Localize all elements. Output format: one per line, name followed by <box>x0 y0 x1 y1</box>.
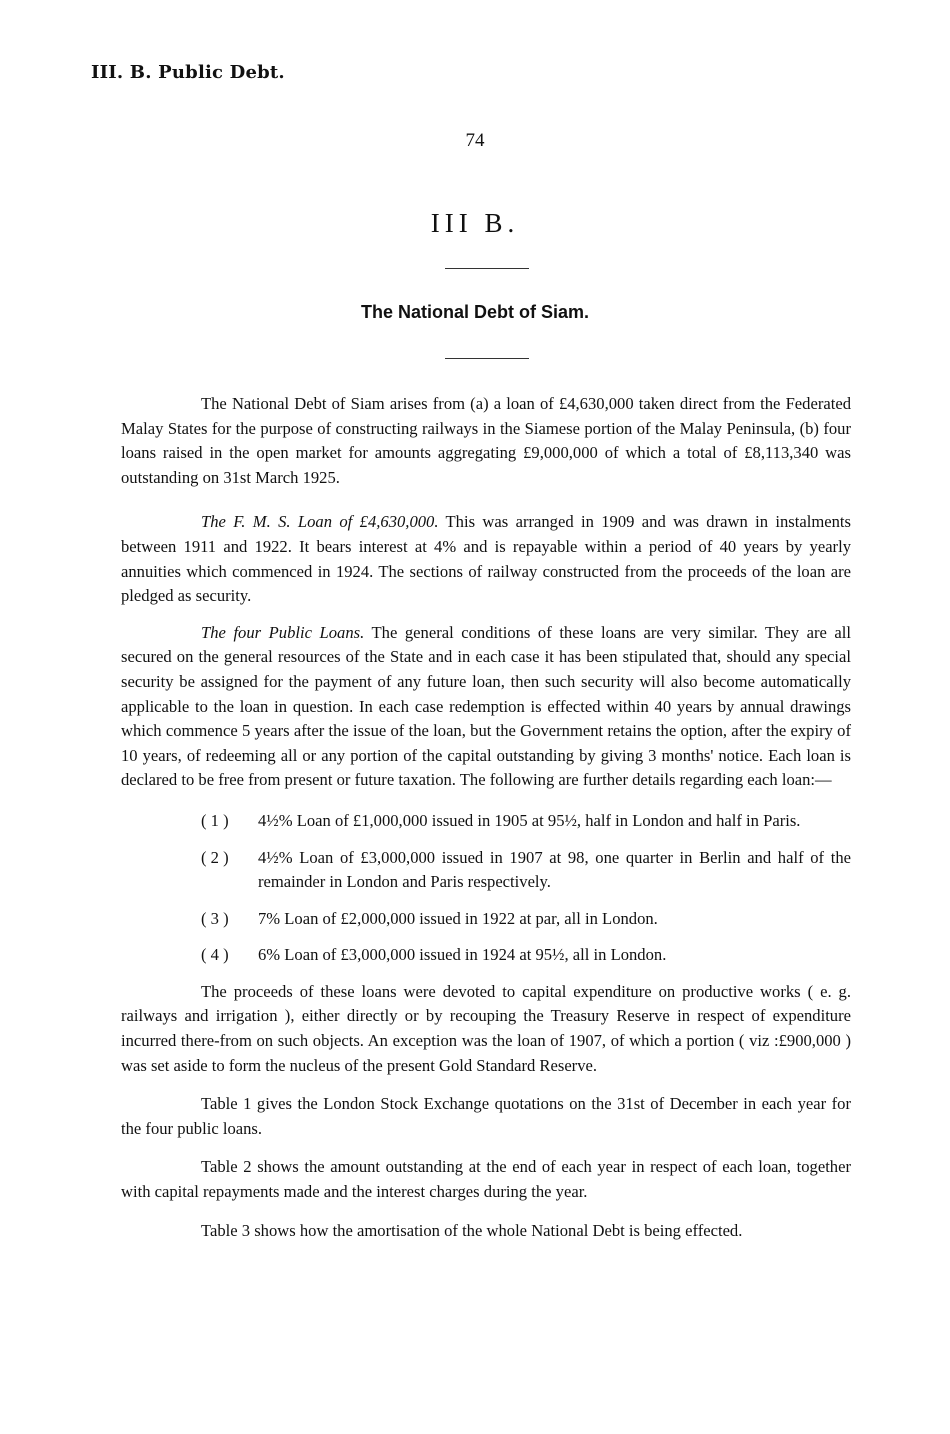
loan-list <box>121 809 851 968</box>
loan-number: ( 4 ) <box>201 945 229 965</box>
paragraph-table3: Table 3 shows how the amortisation of the whole National Debt is being effected. <box>201 1220 743 1240</box>
loan-number: ( 2 ) <box>201 847 229 867</box>
loan-number: ( 3 ) <box>201 908 229 928</box>
fms-loan-lead: The F. M. S. Loan of £4,630,000. <box>201 512 439 532</box>
paragraph-public-loans <box>121 621 851 793</box>
section-heading: III B. <box>430 208 520 238</box>
loan-text: 4½% Loan of £1,000,000 issued in 1905 at 95½, half in London and half in Paris. <box>258 810 801 830</box>
public-loans-lead: The four Public Loans. <box>201 622 365 642</box>
paragraph-table1: Table 1 gives the London Stock Exchange quotations on the 31st of December in each year for the four public loans. <box>121 1094 851 1138</box>
paragraph-proceeds: The proceeds of these loans were devoted to capital expenditure on productive works ( e. g. railways and irrigation ), either directly or by recouping the Treasury Reserve in respect of expenditure incurred there-from on such objects. An exception was the loan of 1907, of which a portion ( viz :£900,000 ) was set aside to form the nucleus of the present Gold Standard Reserve. <box>121 981 851 1075</box>
loan-item <box>121 907 851 932</box>
document-body <box>121 392 851 1257</box>
loan-text: 7% Loan of £2,000,000 issued in 1922 at par, all in London. <box>258 908 658 928</box>
public-loans-text: The general conditions of these loans are very similar. They are all secured on the general resources of the State and in each case it has been stipulated that, should any special security be assigned for the payment of any future loan, then such security will also become automatically applicable to the loan in question. In each case redemption is effected within 40 years by annual drawings which commence 5 years after the issue of the loan, but the Government retains the option, after the expiry of 10 years, of redeeming all or any portion of the capital outstanding by giving 3 months' notice. Each loan is declared to be free from present or future taxation. The following are further details regarding each loan:— <box>121 622 851 790</box>
paragraph-intro: The National Debt of Siam arises from (a) a loan of £4,630,000 taken direct from the Federated Malay States for the purpose of constructing railways in the Siamese portion of the Malay Peninsula, (b) four loans raised in the open market for amounts aggregating £9,000,000 of which a total of £8,113,340 was outstanding on 31st March 1925. <box>121 394 851 487</box>
section-tag: III. B. Public Debt. <box>91 62 285 83</box>
loan-text: 6% Loan of £3,000,000 issued in 1924 at 95½, all in London. <box>258 945 667 965</box>
divider-top <box>445 268 529 269</box>
paragraph-fms-loan <box>121 510 851 608</box>
loan-item <box>121 809 851 834</box>
loan-number: ( 1 ) <box>201 810 229 830</box>
fms-loan-text: This was arranged in 1909 and was drawn in instalments between 1911 and 1922. It bears interest at 4% and is repayable within a period of 40 years by yearly annuities which commenced in 1924. The sections of railway constructed from the proceeds of the loan are pledged as security. <box>121 512 851 606</box>
loan-item <box>121 943 851 968</box>
loan-text: 4½% Loan of £3,000,000 issued in 1907 at 98, one quarter in Berlin and half of the remainder in London and Paris respectively. <box>258 847 851 892</box>
loan-item <box>121 846 851 895</box>
page-number: 74 <box>465 130 485 151</box>
page-title: The National Debt of Siam. <box>360 302 590 322</box>
divider-bottom <box>445 358 529 359</box>
paragraph-table2: Table 2 shows the amount outstanding at the end of each year in respect of each loan, together with capital repayments made and the interest charges during the year. <box>121 1157 851 1202</box>
